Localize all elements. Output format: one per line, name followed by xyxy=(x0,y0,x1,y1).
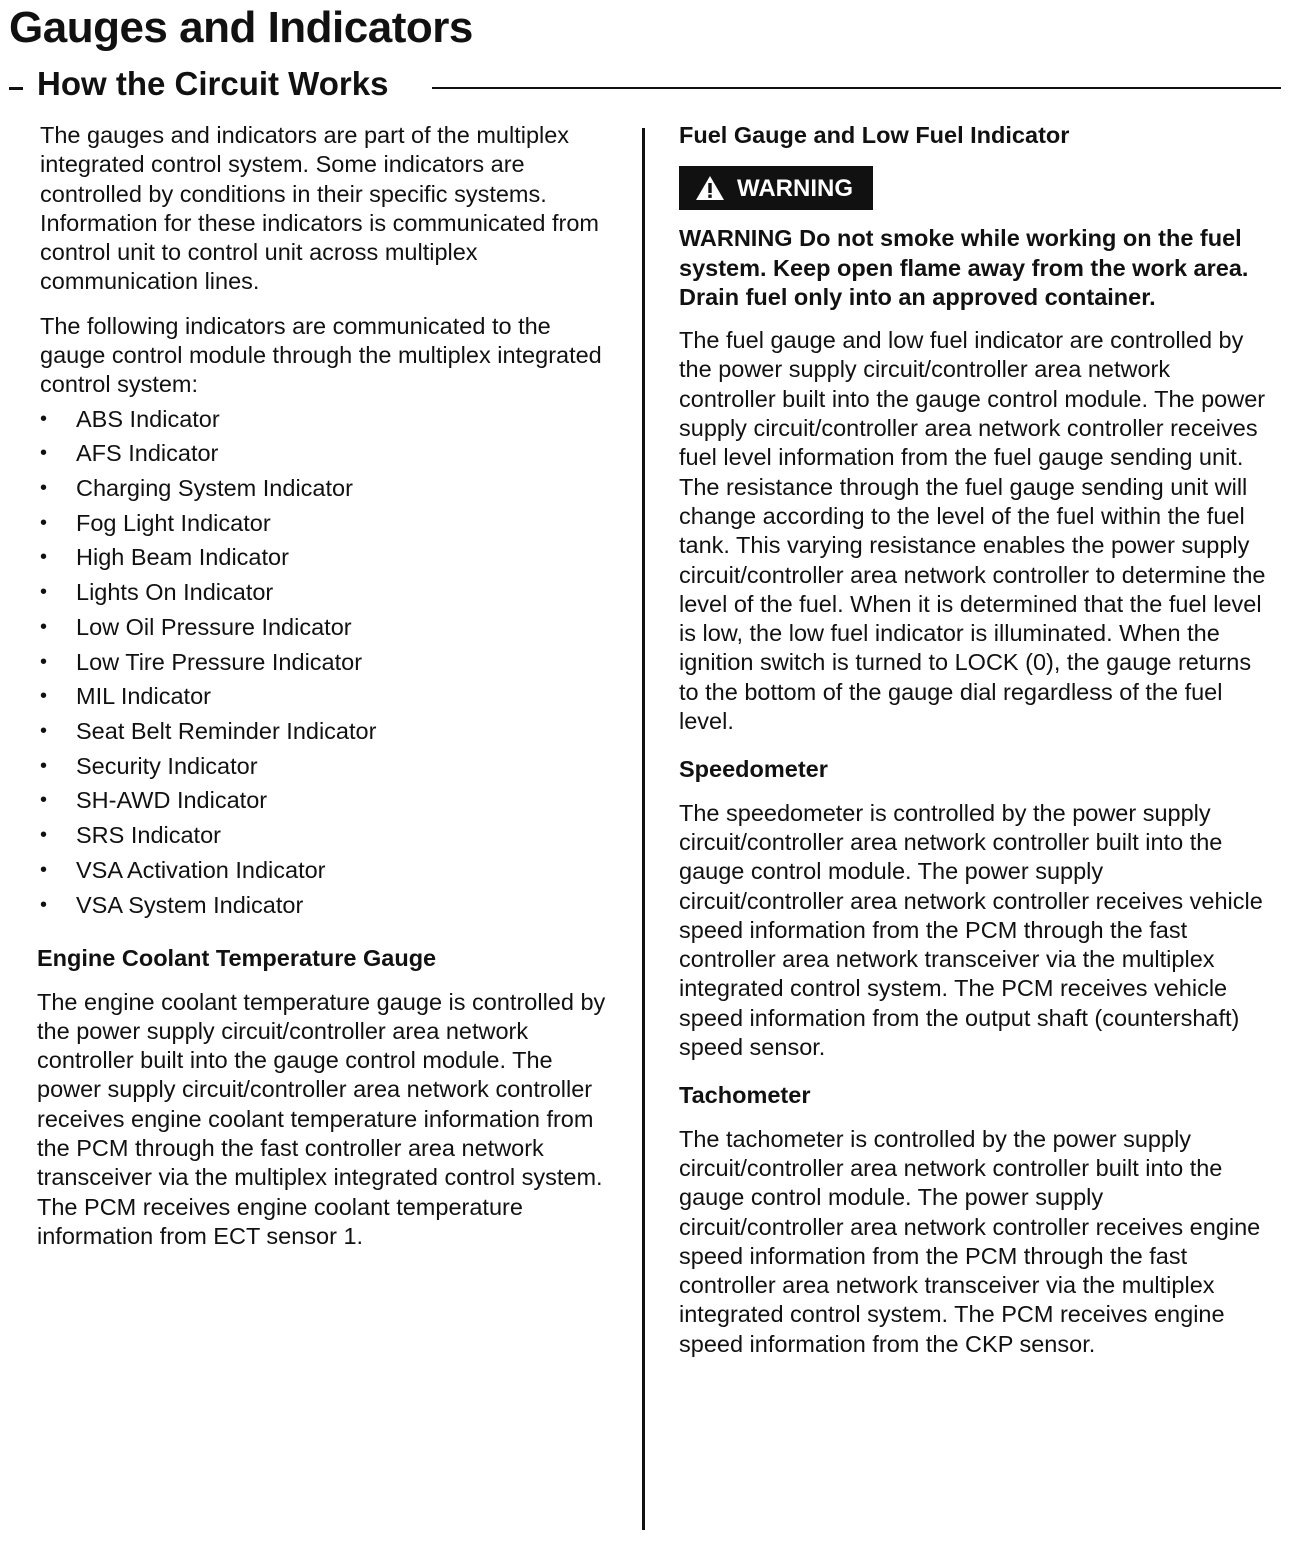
left-column xyxy=(37,121,622,1266)
indicator-list-intro: The following indicators are communicated to the gauge control module through the multiplex integrated control system: xyxy=(40,312,602,398)
fuel-gauge-heading: Fuel Gauge and Low Fuel Indicator xyxy=(679,122,1070,148)
list-item xyxy=(37,540,622,575)
list-item xyxy=(37,749,622,784)
list-item-label: VSA System Indicator xyxy=(76,891,304,918)
bullet-icon: • xyxy=(40,581,48,604)
section-subtitle: How the Circuit Works xyxy=(37,65,389,102)
list-item-label: AFS Indicator xyxy=(76,440,219,467)
bullet-icon: • xyxy=(40,824,48,847)
warning-triangle-icon xyxy=(695,175,725,201)
warning-text: WARNING Do not smoke while working on the fuel system. Keep open flame away from the work area. Drain fuel only into an approved container. xyxy=(679,225,1249,310)
ect-gauge-heading: Engine Coolant Temperature Gauge xyxy=(37,945,437,972)
list-item-label: High Beam Indicator xyxy=(76,544,289,571)
list-item-label: Low Oil Pressure Indicator xyxy=(76,613,352,640)
fuel-gauge-body: The fuel gauge and low fuel indicator are controlled by the power supply circuit/controller area network controller built into the gauge control module. The power supply circuit/controller area network controller receives fuel level information from the fuel gauge sending unit. The resistance through the fuel gauge sending unit will change according to the level of the fuel within the fuel tank. This varying resistance enables the power supply circuit/controller area network controller to determine the level of the fuel. When it is determined that the fuel level is low, the low fuel indicator is illuminated. When the ignition switch is turned to LOCK (0), the gauge returns to the bottom of the gauge dial regardless of the fuel level. xyxy=(679,327,1266,735)
bullet-icon: • xyxy=(40,858,48,881)
list-item xyxy=(37,888,622,923)
list-item-label: SH-AWD Indicator xyxy=(76,787,268,814)
list-item-label: SRS Indicator xyxy=(76,822,221,849)
list-item-label: ABS Indicator xyxy=(76,405,220,432)
bullet-icon: • xyxy=(40,511,48,534)
bullet-icon: • xyxy=(40,615,48,638)
list-item-label: Charging System Indicator xyxy=(76,475,353,502)
intro-paragraph: The gauges and indicators are part of the multiplex integrated control system. Some indicators are controlled by conditions in their specific systems. Information for these indicators is communicated from control unit to control unit across multiplex communication lines. xyxy=(40,122,600,295)
bullet-icon: • xyxy=(40,407,48,430)
right-column xyxy=(679,121,1269,1374)
list-item xyxy=(37,402,622,437)
bullet-icon: • xyxy=(40,893,48,916)
list-item-label: Security Indicator xyxy=(76,752,258,779)
bullet-icon: • xyxy=(40,789,48,812)
ect-gauge-body: The engine coolant temperature gauge is controlled by the power supply circuit/controller area network controller built into the gauge control module. The power supply circuit/controller area network controller receives engine coolant temperature information from the PCM through the fast controller area network transceiver via the multiplex integrated control system. The PCM receives engine coolant temperature information from ECT sensor 1. xyxy=(37,988,606,1249)
indicator-list xyxy=(37,402,622,923)
list-item-label: Lights On Indicator xyxy=(76,579,274,606)
subtitle-rule-divider xyxy=(432,87,1281,89)
list-item xyxy=(37,853,622,888)
bullet-icon: • xyxy=(40,720,48,742)
bullet-icon: • xyxy=(40,650,48,673)
bullet-icon: • xyxy=(40,546,48,569)
speedometer-body: The speedometer is controlled by the power supply circuit/controller area network controller built into the gauge control module. The power supply circuit/controller area network controller receives vehicle speed information from the PCM through the fast controller area network transceiver via the multiplex integrated control system. The PCM receives vehicle speed information from the output shaft (countershaft) speed sensor. xyxy=(679,799,1263,1061)
list-item xyxy=(37,436,622,471)
list-item xyxy=(37,610,622,645)
bullet-icon: • xyxy=(40,754,48,777)
list-item xyxy=(37,645,622,680)
list-item-label: MIL Indicator xyxy=(76,683,211,710)
warning-badge-label: WARNING xyxy=(737,174,853,202)
list-item xyxy=(37,714,622,749)
tachometer-body: The tachometer is controlled by the power supply circuit/controller area network controller built into the gauge control module. The power supply circuit/controller area network controller receives engine speed information from the PCM through the fast controller area network transceiver via the multiplex integrated control system. The PCM receives engine speed information from the CKP sensor. xyxy=(679,1125,1261,1357)
list-item-label: Low Tire Pressure Indicator xyxy=(76,648,363,675)
column-divider xyxy=(642,128,645,1530)
bullet-icon: • xyxy=(40,477,48,500)
tachometer-heading: Tachometer xyxy=(679,1082,811,1109)
list-item-label: VSA Activation Indicator xyxy=(76,856,326,883)
page-title: Gauges and Indicators xyxy=(9,3,473,52)
section-header xyxy=(9,64,1281,104)
list-item xyxy=(37,818,622,853)
warning-badge xyxy=(679,166,873,210)
list-item-label: Seat Belt Reminder Indicator xyxy=(76,718,377,744)
bullet-icon: • xyxy=(40,685,48,708)
list-item xyxy=(37,783,622,818)
subtitle-dash xyxy=(9,87,23,90)
list-item xyxy=(37,575,622,610)
speedometer-heading: Speedometer xyxy=(679,756,828,783)
list-item xyxy=(37,471,622,506)
bullet-icon: • xyxy=(40,442,48,465)
list-item xyxy=(37,506,622,541)
list-item xyxy=(37,679,622,714)
list-item-label: Fog Light Indicator xyxy=(76,509,271,536)
